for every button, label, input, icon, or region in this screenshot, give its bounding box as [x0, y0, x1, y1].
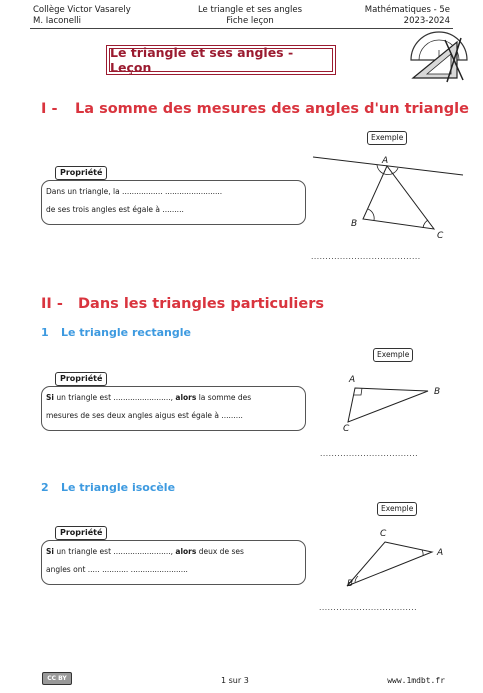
point-b-3: B: [347, 579, 354, 589]
subsection-1-title: Le triangle rectangle: [61, 326, 191, 339]
property-2-si: Si: [46, 393, 54, 402]
example-label-3: Exemple: [377, 502, 417, 516]
subsection-2-title: Le triangle isocèle: [61, 481, 176, 494]
point-b-1: B: [351, 219, 358, 229]
page-number: 1 sur 3: [221, 676, 249, 685]
answer-line-3: ..................................: [319, 603, 418, 612]
property-box-1: [41, 180, 306, 225]
property-2-line1b: la somme des: [196, 393, 252, 402]
property-2-line2: mesures de ses deux angles aigus est égale à .........: [46, 411, 243, 420]
cc-license-text: CC BY: [47, 675, 67, 682]
property-3-alors: alors: [175, 547, 197, 556]
answer-line-1: ......................................: [311, 252, 421, 261]
header-doc-title: Le triangle et ses angles: [197, 5, 303, 15]
property-label-3: Propriété: [55, 526, 107, 540]
example-label-1: Exemple: [367, 131, 407, 145]
section-1-number: I -: [41, 101, 58, 117]
point-a-1: A: [382, 156, 389, 166]
point-c-2: C: [343, 424, 350, 434]
section-2-number: II -: [41, 296, 63, 312]
header-year: 2023-2024: [403, 16, 450, 26]
point-a-3: A: [437, 548, 444, 558]
point-c-3: C: [380, 529, 387, 539]
property-3-line1: [46, 543, 301, 561]
section-1-title: La somme des mesures des angles d'un triangle: [75, 101, 469, 117]
site-url: www.1mdbt.fr: [387, 676, 445, 685]
property-label-1: Propriété: [55, 166, 107, 180]
property-box-3: [41, 540, 306, 585]
example-label-2: Exemple: [373, 348, 413, 362]
property-2-alors: alors: [175, 393, 197, 402]
right-triangle-figure: [340, 380, 440, 430]
point-a-2: A: [349, 375, 356, 385]
property-2-line1a: un triangle est ........................,: [53, 393, 176, 402]
isosceles-triangle-figure: [340, 535, 440, 590]
property-3-line2: angles ont ..... ........... ........................: [46, 565, 188, 574]
subsection-2-number: 2: [41, 481, 49, 494]
property-3-line1b: deux de ses: [196, 547, 244, 556]
property-box-2: [41, 386, 306, 431]
header-school: Collège Victor Vasarely: [33, 5, 131, 15]
property-3-si: Si: [46, 547, 54, 556]
property-3-line1a: un triangle est ........................,: [53, 547, 176, 556]
header-teacher: M. Iaconelli: [33, 16, 82, 26]
section-2-title: Dans les triangles particuliers: [78, 296, 325, 312]
header-doc-type: Fiche leçon: [226, 16, 274, 26]
property-2-line1: [46, 389, 301, 407]
point-c-1: C: [437, 231, 444, 241]
header-subject: Mathématiques - 5e: [364, 5, 450, 15]
page-title: Le triangle et ses angles - Leçon: [109, 48, 333, 72]
answer-line-2: ..................................: [320, 449, 419, 458]
property-1-line2: de ses trois angles est égale à .........: [46, 205, 184, 214]
point-b-2: B: [434, 387, 441, 397]
property-label-2: Propriété: [55, 372, 107, 386]
property-1-line1: Dans un triangle, la ................. ........................: [46, 187, 223, 196]
subsection-1-number: 1: [41, 326, 49, 339]
header-divider: [30, 28, 453, 29]
cc-license-badge: [42, 672, 72, 685]
geometry-tools-icon: [405, 30, 473, 84]
